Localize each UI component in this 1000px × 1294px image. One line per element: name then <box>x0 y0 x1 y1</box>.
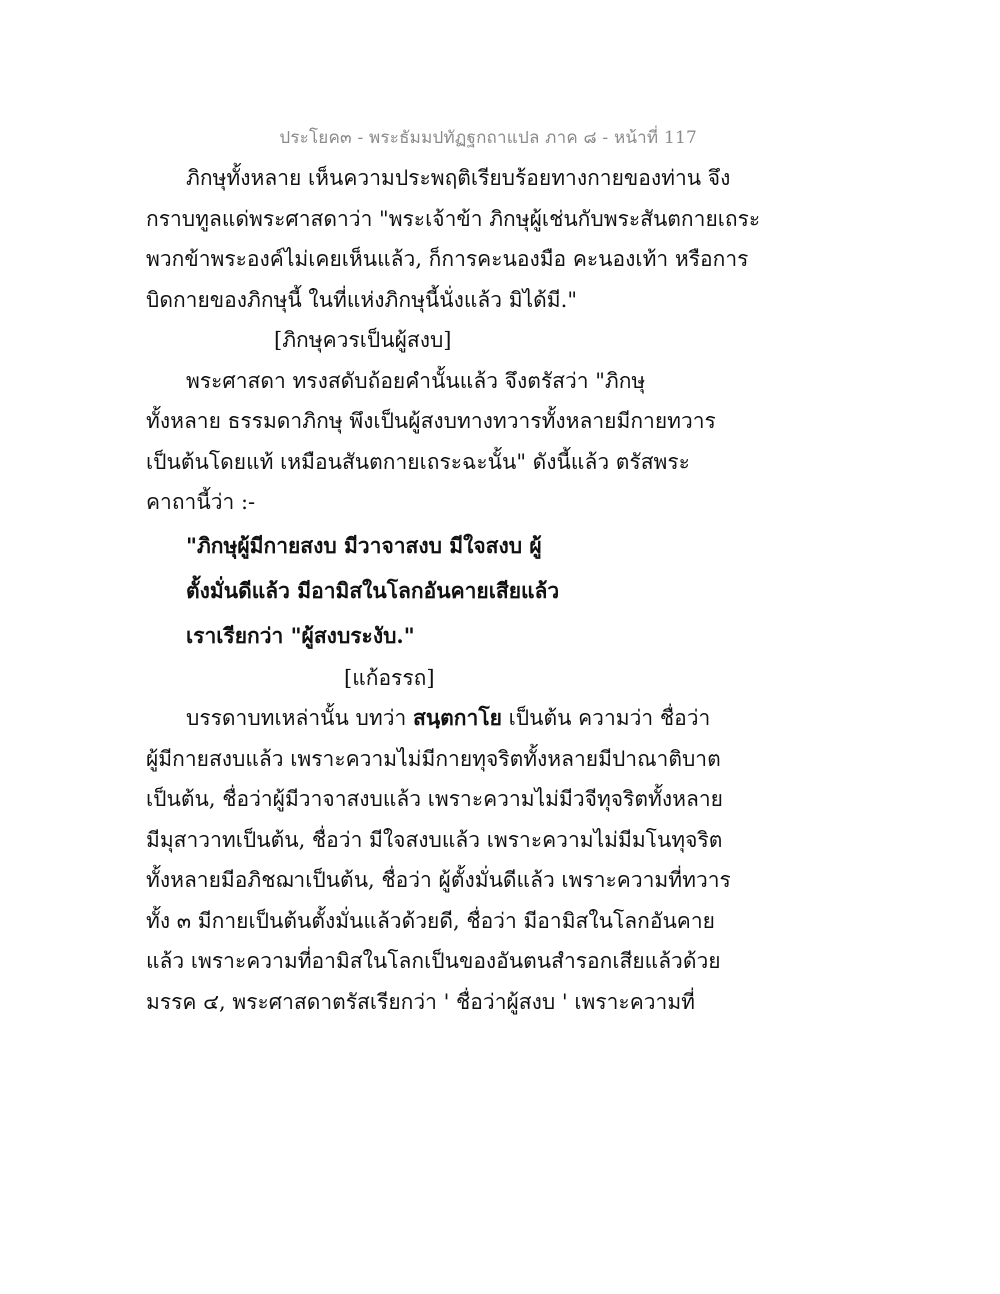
verse-line: ตั้งมั่นดีแล้ว มีอามิสในโลกอันคายเสียแล้ว <box>186 577 560 603</box>
text-line: บิดกายของภิกษุนี้ ในที่แห่งภิกษุนี้นั่งแล้ว มิได้มี." <box>146 287 577 312</box>
text-line: ทั้งหลาย ธรรมดาภิกษุ พึงเป็นผู้สงบทางทวารทั้งหลายมีกายทวาร <box>146 409 716 433</box>
text-line: ทั้ง ๓ มีกายเป็นต้นตั้งมั่นแล้วด้วยดี, ชื่อว่า มีอามิสในโลกอันคาย <box>146 908 715 933</box>
explanation-post: เป็นต้น ความว่า ชื่อว่า <box>501 706 711 730</box>
text-line: พวกข้าพระองค์ไม่เคยเห็นแล้ว, ก็การคะนองมือ คะนองเท้า หรือการ <box>146 247 749 271</box>
verse-line: "ภิกษุผู้มีกายสงบ มีวาจาสงบ มีใจสงบ ผู้ <box>186 532 542 558</box>
text-line: คาถานี้ว่า :- <box>146 490 256 514</box>
text-line: ทั้งหลายมีอภิชฌาเป็นต้น, ชื่อว่า ผู้ตั้งมั่นดีแล้ว เพราะความที่ทวาร <box>146 868 731 892</box>
text-line: มีมุสาวาทเป็นต้น, ชื่อว่า มีใจสงบแล้ว เพราะความไม่มีมโนทุจริต <box>146 827 723 852</box>
text-line: เป็นต้นโดยแท้ เหมือนสันตกายเถระฉะนั้น" ดังนี้แล้ว ตรัสพระ <box>146 449 690 474</box>
text-line: กราบทูลแด่พระศาสดาว่า "พระเจ้าข้า ภิกษุผู้เช่นกับพระสันตกายเถระ <box>146 206 761 231</box>
text-line: ภิกษุทั้งหลาย เห็นความประพฤติเรียบร้อยทางกายของท่าน จึง <box>186 166 731 190</box>
text-line: พระศาสดา ทรงสดับถ้อยคำนั้นแล้ว จึงตรัสว่า "ภิกษุ <box>186 368 646 393</box>
section-heading: [แก้อรรถ] <box>344 665 435 690</box>
verse-line: เราเรียกว่า "ผู้สงบระงับ." <box>186 622 415 648</box>
text-line: แล้ว เพราะความที่อามิสในโลกเป็นของอันตนสำรอกเสียแล้วด้วย <box>146 949 721 973</box>
body-text <box>146 158 761 1022</box>
text-line: มรรค ๔, พระศาสดาตรัสเรียกว่า ' ชื่อว่าผู้สงบ ' เพราะความที่ <box>146 989 696 1014</box>
text-line: เป็นต้น, ชื่อว่าผู้มีวาจาสงบแล้ว เพราะความไม่มีวจีทุจริตทั้งหลาย <box>146 787 723 811</box>
page-header: ประโยค๓ - พระธัมมปทัฏฐกถาแปล ภาค ๘ - หน้าที่ 117 <box>279 128 697 148</box>
explanation-first-line <box>146 698 711 739</box>
text-line: ผู้มีกายสงบแล้ว เพราะความไม่มีกายทุจริตทั้งหลายมีปาณาติบาต <box>146 746 721 771</box>
section-heading: [ภิกษุควรเป็นผู้สงบ] <box>274 328 452 352</box>
explanation-pre: บรรดาบทเหล่านั้น บทว่า <box>186 706 413 730</box>
explanation-term: สนฺตกาโย <box>413 705 502 730</box>
